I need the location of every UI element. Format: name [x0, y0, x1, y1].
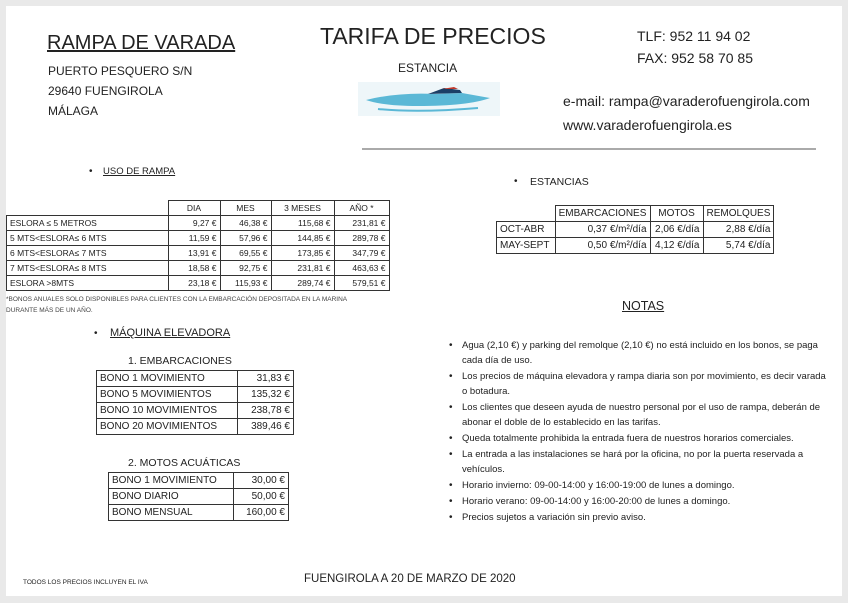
iva-note: TODOS LOS PRECIOS INCLUYEN EL IVA [23, 579, 148, 586]
table-row [497, 222, 774, 238]
cell-value: 2,88 €/día [703, 222, 774, 238]
table-row [109, 489, 289, 505]
cell-value: 579,51 € [334, 276, 389, 291]
table-row [97, 403, 294, 419]
cell-price: 50,00 € [234, 489, 289, 505]
row-label: ESLORA ≤ 5 METROS [7, 216, 169, 231]
list-item: • Horario verano: 09-00-14:00 y 16:00-20:00 de lunes a domingo. [446, 494, 826, 509]
address-line-2: 29640 FUENGIROLA [48, 84, 163, 98]
embarcaciones-title: 1. EMBARCACIONES [128, 355, 232, 367]
cell-price: 389,46 € [238, 419, 294, 435]
boat-logo [358, 82, 500, 116]
notas-heading: NOTAS [622, 299, 665, 313]
row-label: BONO DIARIO [109, 489, 234, 505]
table-row [109, 505, 289, 521]
row-label: BONO 10 MOVIMIENTOS [97, 403, 238, 419]
list-item: • Queda totalmente prohibida la entrada fuera de nuestros horarios comerciales. [446, 431, 826, 446]
cell-value: 57,96 € [220, 231, 271, 246]
list-item: • Precios sujetos a variación sin previo aviso. [446, 510, 826, 525]
cell-price: 160,00 € [234, 505, 289, 521]
address-line-1: PUERTO PESQUERO S/N [48, 64, 193, 78]
table-row [7, 261, 390, 276]
col-ano: AÑO * [334, 201, 389, 216]
cell-value: 144,85 € [271, 231, 334, 246]
table-row [97, 387, 294, 403]
list-item: • Los precios de máquina elevadora y rampa diaria son por movimiento, es decir varada o botadura. [446, 369, 826, 399]
page-title: TARIFA DE PRECIOS [320, 23, 546, 49]
maquina-heading: MÁQUINA ELEVADORA [110, 327, 231, 339]
fax-number: FAX: 952 58 70 85 [637, 50, 753, 66]
table-row [109, 473, 289, 489]
col-embarcaciones: EMBARCACIONES [555, 206, 650, 222]
cell-value: 289,74 € [271, 276, 334, 291]
cell-value: 13,91 € [168, 246, 220, 261]
header-divider [362, 148, 816, 150]
cell-value: 115,93 € [220, 276, 271, 291]
cell-value: 347,79 € [334, 246, 389, 261]
cell-value: 173,85 € [271, 246, 334, 261]
col-motos: MOTOS [650, 206, 703, 222]
row-label: 5 MTS<ESLORA≤ 6 MTS [7, 231, 169, 246]
col-mes: MES [220, 201, 271, 216]
footnote-line-2: DURANTE MÁS DE UN AÑO. [6, 307, 93, 314]
list-item: • La entrada a las instalaciones se hará por la oficina, no por la puerta reservada a vehículos. [446, 447, 826, 477]
cell-price: 238,78 € [238, 403, 294, 419]
col-remolques: REMOLQUES [703, 206, 774, 222]
row-label: BONO 5 MOVIMIENTOS [97, 387, 238, 403]
notas-list [446, 338, 826, 526]
row-label: OCT-ABR [497, 222, 556, 238]
row-label: BONO 20 MOVIMIENTOS [97, 419, 238, 435]
uso-rampa-heading: USO DE RAMPA [103, 166, 176, 177]
cell-price: 31,83 € [238, 371, 294, 387]
row-label: BONO 1 MOVIMIENTO [97, 371, 238, 387]
website-link[interactable]: www.varaderofuengirola.es [563, 117, 732, 133]
row-label: ESLORA >8MTS [7, 276, 169, 291]
cell-value: 11,59 € [168, 231, 220, 246]
maquina-bullet: • [94, 328, 98, 339]
table-row [97, 371, 294, 387]
motos-title: 2. MOTOS ACUÁTICAS [128, 457, 241, 469]
col-dia: DIA [168, 201, 220, 216]
cell-value: 69,55 € [220, 246, 271, 261]
date-line: FUENGIROLA A 20 DE MARZO DE 2020 [304, 573, 516, 585]
cell-value: 289,78 € [334, 231, 389, 246]
price-sheet [6, 6, 842, 596]
cell-value: 18,58 € [168, 261, 220, 276]
cell-price: 135,32 € [238, 387, 294, 403]
cell-value: 9,27 € [168, 216, 220, 231]
cell-value: 0,50 €/m²/día [555, 238, 650, 254]
embarcaciones-table [96, 370, 294, 435]
cell-value: 5,74 €/día [703, 238, 774, 254]
table-row [7, 216, 390, 231]
list-item: • Agua (2,10 €) y parking del remolque (2,10 €) no está incluido en los bonos, se paga cada día de uso. [446, 338, 826, 368]
estancias-heading: ESTANCIAS [530, 176, 589, 188]
table-header-row [7, 201, 390, 216]
page-subtitle: ESTANCIA [398, 61, 458, 75]
cell-value: 231,81 € [271, 261, 334, 276]
footnote-line-1: *BONOS ANUALES SOLO DISPONIBLES PARA CLIENTES CON LA EMBARCACIÓN DEPOSITADA EN LA MARINA [6, 296, 348, 303]
cell-value: 115,68 € [271, 216, 334, 231]
table-row [7, 246, 390, 261]
cell-value: 231,81 € [334, 216, 389, 231]
motos-table [108, 472, 289, 521]
table-header-row [497, 206, 774, 222]
email-link[interactable]: e-mail: rampa@varaderofuengirola.com [563, 93, 810, 109]
cell-value: 92,75 € [220, 261, 271, 276]
table-row [97, 419, 294, 435]
phone-number: TLF: 952 11 94 02 [637, 28, 751, 44]
cell-value: 0,37 €/m²/día [555, 222, 650, 238]
cell-value: 23,18 € [168, 276, 220, 291]
row-label: MAY-SEPT [497, 238, 556, 254]
cell-price: 30,00 € [234, 473, 289, 489]
row-label: 7 MTS<ESLORA≤ 8 MTS [7, 261, 169, 276]
uso-rampa-bullet: • [89, 166, 93, 177]
uso-rampa-table [6, 200, 390, 291]
estancias-bullet: • [514, 176, 518, 187]
table-row [7, 231, 390, 246]
table-row [497, 238, 774, 254]
col-3meses: 3 MESES [271, 201, 334, 216]
cell-value: 4,12 €/día [650, 238, 703, 254]
cell-value: 46,38 € [220, 216, 271, 231]
table-row [7, 276, 390, 291]
row-label: 6 MTS<ESLORA≤ 7 MTS [7, 246, 169, 261]
company-name: RAMPA DE VARADA [47, 32, 236, 54]
cell-value: 2,06 €/día [650, 222, 703, 238]
row-label: BONO 1 MOVIMIENTO [109, 473, 234, 489]
list-item: • Los clientes que deseen ayuda de nuestro personal por el uso de rampa, deberán de abonar el doble de lo establecido en las tarifas. [446, 400, 826, 430]
estancias-table [496, 205, 774, 254]
address-line-3: MÁLAGA [48, 104, 99, 118]
list-item: • Horario invierno: 09-00-14:00 y 16:00-19:00 de lunes a domingo. [446, 478, 826, 493]
row-label: BONO MENSUAL [109, 505, 234, 521]
cell-value: 463,63 € [334, 261, 389, 276]
